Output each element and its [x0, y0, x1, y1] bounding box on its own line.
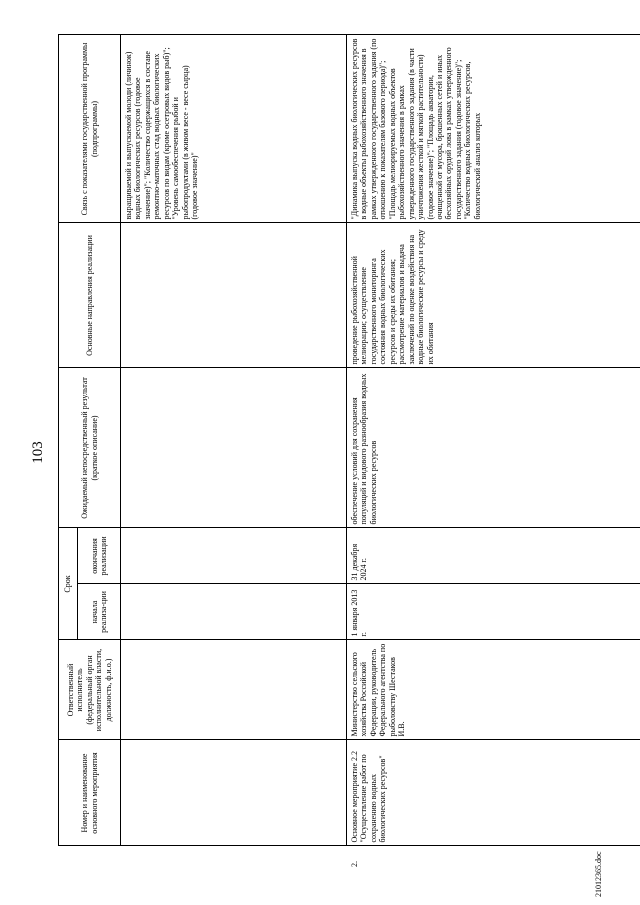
header-end: окончания реализации	[78, 528, 121, 584]
row2-executor: Министерство сельского хозяйства Российской Федерации, руководитель Федерального агентства по рыболовству Шестаков И.В.	[347, 640, 640, 740]
row2-start: 1 января 2013 г.	[347, 584, 640, 640]
row2-end: 31 декабря 2024 г.	[347, 528, 640, 584]
row2-indicators: "Динамика выпуска водных биологических ресурсов в водные объекты рыбохозяйственного значения в рамках утвержденного государственного задания (по отношению к показателям базового периода)"; "Площадь мелиорируемых водных объектов рыбохозяйственного значения в рамках утвержденного государственного задания (в части уничтожения жесткой и мягкой растительности) (годовое значение)"; "Площадь акватории, очищенной от мусора, брошенных сетей и иных бесхозяйных орудий лова в рамках утвержденного государственного задания (годовое значение)"; "Количество водных биологических ресурсов, биологический анализ которых	[347, 35, 640, 223]
header-event: Номер и наименование основного мероприятия	[59, 740, 121, 846]
row-cont-indicators: выращиваемой и выпускаемой молоди (личинок) водных биологических ресурсов (годовое значение)"; "Количество содержащихся в составе ремонтно-маточных стад водных биологических ресурсов по видам (кроме осетровых видов рыб)"; "Уровень самообеспечения рыбой и рыбопродуктами (в живом весе - весе сырца) (годовое значение)"	[121, 35, 347, 223]
page-number: 103	[30, 441, 46, 464]
program-table	[58, 34, 640, 870]
table-row	[347, 35, 640, 870]
header-term: Срок	[59, 528, 78, 640]
header-directions: Основные направления реализации	[59, 223, 121, 368]
header-start: начала реализа-ции	[78, 584, 121, 640]
row2-directions: проведение рыбохозяйственной мелиорации; осуществление государственного мониторинга состояния водных биологических ресурсов и среды их обитания; рассмотрение материалов и выдача заключений по оценке воздействия на водные биологические ресурсы и среду их обитания	[347, 223, 640, 368]
row2-number: 2.	[349, 861, 359, 867]
header-indicators: Связь с показателями государственной программы (подпрограммы)	[59, 35, 121, 223]
header-result: Ожидаемый непосредственный результат (краткое описание)	[59, 368, 121, 528]
row2-result: обеспечение условий для сохранения популяций и видового разнообразия водных биологических ресурсов	[347, 368, 640, 528]
row2-event: Основное мероприятие 2.2 "Осуществление работ по сохранению водных биологических ресурсов"	[347, 740, 640, 846]
table-header-row	[59, 35, 78, 870]
footer-doc-name: 21012365.doc	[594, 851, 603, 897]
table-row	[121, 35, 347, 870]
header-executor: Ответственный исполнитель (федеральный орган исполнительной власти, должность, ф.и.о.)	[59, 640, 121, 740]
